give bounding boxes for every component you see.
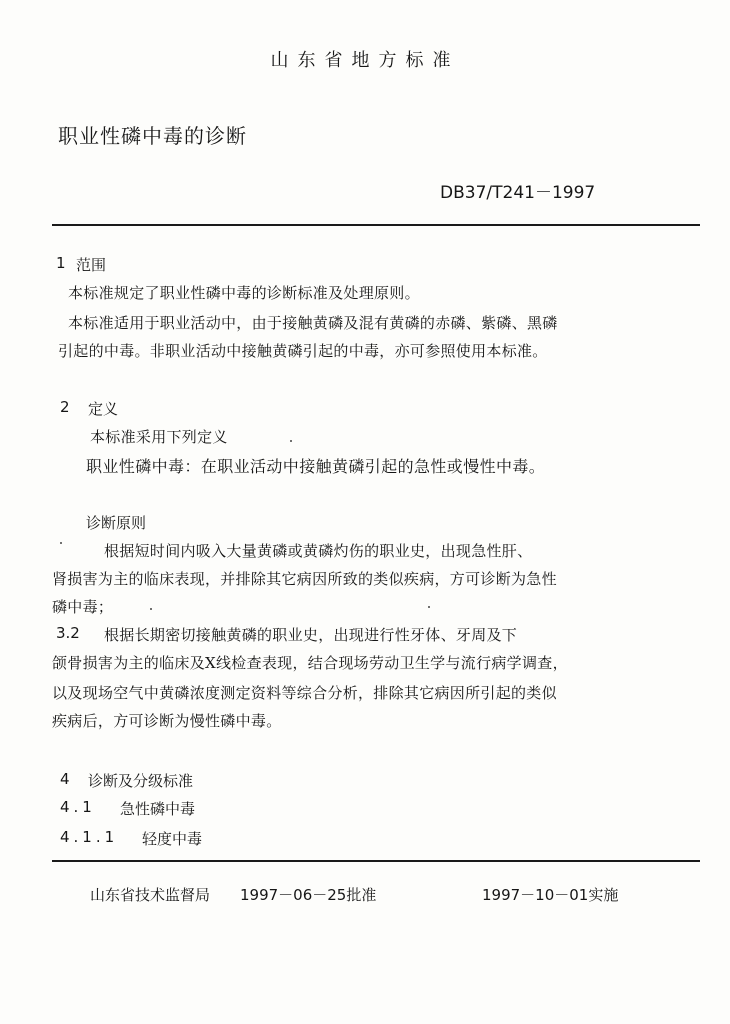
section-4-heading: 诊断及分级标准: [88, 772, 194, 790]
definition-intro: 本标准采用下列定义: [90, 428, 228, 446]
clause-3-2-number: 3.2: [56, 624, 80, 642]
scan-speck: [60, 542, 62, 544]
section-3-heading: 诊断原则: [86, 514, 147, 532]
clause-3-1-line-2: 肾损害为主的临床表现，并排除其它病因所致的类似疾病，方可诊断为急性: [52, 570, 557, 588]
clause-4-1-1-number: 4.1.1: [60, 828, 119, 846]
section-1-heading: 范围: [76, 256, 107, 274]
scan-speck: [290, 440, 292, 442]
document-title: 职业性磷中毒的诊断: [58, 124, 247, 148]
clause-3-2-line-4: 疾病后，方可诊断为慢性磷中毒。: [52, 712, 282, 730]
scope-line-2: 本标准适用于职业活动中，由于接触黄磷及混有黄磷的赤磷、紫磷、黑磷: [68, 314, 558, 332]
footer-approved-date: 1997－06－25批准: [240, 886, 377, 904]
footer-effective-date: 1997－10－01实施: [482, 886, 619, 904]
clause-3-2-line-1: 根据长期密切接触黄磷的职业史，出现进行性牙体、牙周及下: [104, 626, 518, 644]
clause-4-1-heading: 急性磷中毒: [120, 800, 196, 818]
clause-3-2-line-3: 以及现场空气中黄磷浓度测定资料等综合分析，排除其它病因所引起的类似: [52, 684, 557, 702]
scan-speck: [428, 606, 430, 608]
section-2-number: 2: [60, 398, 70, 416]
footer-divider: [52, 860, 700, 862]
clause-4-1-number: 4.1: [60, 798, 96, 816]
clause-3-2-line-2: 颌骨损害为主的临床及X线检查表现，结合现场劳动卫生学与流行病学调查，: [52, 654, 568, 672]
clause-3-1-line-1: 根据短时间内吸入大量黄磷或黄磷灼伤的职业史，出现急性肝、: [104, 542, 533, 560]
scope-line-3: 引起的中毒。非职业活动中接触黄磷引起的中毒，亦可参照使用本标准。: [58, 342, 548, 360]
section-1-number: 1: [56, 254, 66, 272]
section-2-heading: 定义: [88, 400, 119, 418]
scan-speck: [150, 608, 152, 610]
header-divider: [52, 224, 700, 226]
definition-term: 职业性磷中毒：在职业活动中接触黄磷引起的急性或慢性中毒。: [86, 457, 546, 476]
clause-4-1-1-heading: 轻度中毒: [142, 830, 203, 848]
standard-category-header: 山东省地方标准: [270, 50, 460, 71]
scope-line-1: 本标准规定了职业性磷中毒的诊断标准及处理原则。: [68, 284, 420, 302]
footer-issuer: 山东省技术监督局: [90, 886, 211, 904]
document-number: DB37/T241－1997: [440, 183, 596, 203]
clause-3-1-line-3: 磷中毒；: [52, 598, 114, 616]
section-4-number: 4: [60, 770, 70, 788]
